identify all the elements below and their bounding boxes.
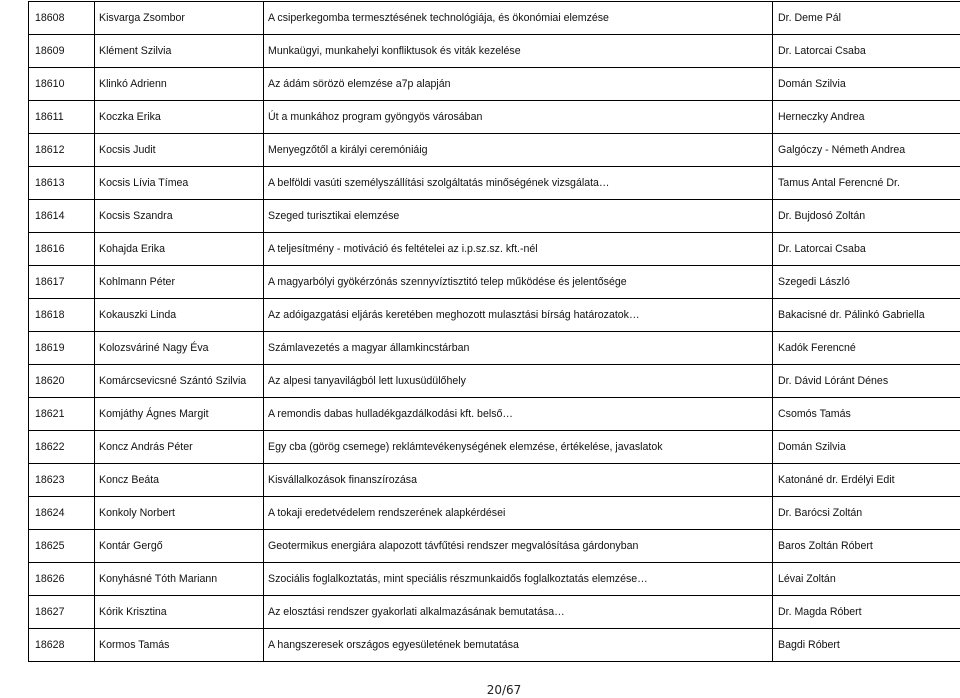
student-id-cell: 18628 (29, 629, 95, 662)
supervisor-cell: Bakacisné dr. Pálinkó Gabriella (773, 299, 960, 332)
thesis-title-cell: Az adóigazgatási eljárás keretében meghozott mulasztási bírság határozatok… (264, 299, 773, 332)
thesis-title-cell: A hangszeresek országos egyesületének bemutatása (264, 629, 773, 662)
student-id-cell: 18608 (29, 2, 95, 35)
supervisor-cell: Dr. Latorcai Csaba (773, 35, 960, 68)
thesis-title-cell: A belföldi vasúti személyszállítási szolgáltatás minőségének vizsgálata… (264, 167, 773, 200)
student-id-cell: 18622 (29, 431, 95, 464)
supervisor-cell: Dr. Barócsi Zoltán (773, 497, 960, 530)
table-row (29, 365, 960, 398)
student-id-cell: 18612 (29, 134, 95, 167)
student-name-cell: Konyhásné Tóth Mariann (95, 563, 264, 596)
student-name-cell: Kocsis Lívia Tímea (95, 167, 264, 200)
table-body (29, 2, 960, 662)
thesis-title-cell: Menyegzőtől a királyi ceremóniáig (264, 134, 773, 167)
table-row (29, 68, 960, 101)
student-name-cell: Klinkó Adrienn (95, 68, 264, 101)
supervisor-cell: Lévai Zoltán (773, 563, 960, 596)
student-id-cell: 18616 (29, 233, 95, 266)
student-name-cell: Kisvarga Zsombor (95, 2, 264, 35)
table-row (29, 431, 960, 464)
thesis-title-cell: A teljesítmény - motiváció és feltételei az i.p.sz.sz. kft.-nél (264, 233, 773, 266)
supervisor-cell: Bagdi Róbert (773, 629, 960, 662)
table-row (29, 134, 960, 167)
student-id-cell: 18627 (29, 596, 95, 629)
table-row (29, 629, 960, 662)
supervisor-cell: Dr. Latorcai Csaba (773, 233, 960, 266)
table-row (29, 200, 960, 233)
student-id-cell: 18610 (29, 68, 95, 101)
thesis-title-cell: Út a munkához program gyöngyös városában (264, 101, 773, 134)
page-number: 20/67 (486, 683, 522, 697)
student-id-cell: 18620 (29, 365, 95, 398)
supervisor-cell: Katonáné dr. Erdélyi Edit (773, 464, 960, 497)
student-id-cell: 18614 (29, 200, 95, 233)
student-id-cell: 18609 (29, 35, 95, 68)
supervisor-cell: Csomós Tamás (773, 398, 960, 431)
table-row (29, 35, 960, 68)
table-row (29, 398, 960, 431)
supervisor-cell: Dr. Dávid Lóránt Dénes (773, 365, 960, 398)
supervisor-cell: Galgóczy - Németh Andrea (773, 134, 960, 167)
supervisor-cell: Dr. Deme Pál (773, 2, 960, 35)
student-name-cell: Kormos Tamás (95, 629, 264, 662)
student-id-cell: 18611 (29, 101, 95, 134)
table-row (29, 497, 960, 530)
student-id-cell: 18618 (29, 299, 95, 332)
thesis-title-cell: A csiperkegomba termesztésének technológiája, és ökonómiai elemzése (264, 2, 773, 35)
student-id-cell: 18626 (29, 563, 95, 596)
supervisor-cell: Baros Zoltán Róbert (773, 530, 960, 563)
student-name-cell: Klément Szilvia (95, 35, 264, 68)
student-name-cell: Komárcsevicsné Szántó Szilvia (95, 365, 264, 398)
student-name-cell: Koncz András Péter (95, 431, 264, 464)
student-name-cell: Kórik Krisztina (95, 596, 264, 629)
table-row (29, 233, 960, 266)
student-id-cell: 18624 (29, 497, 95, 530)
student-id-cell: 18623 (29, 464, 95, 497)
student-id-cell: 18613 (29, 167, 95, 200)
table-row (29, 530, 960, 563)
student-name-cell: Kolozsváriné Nagy Éva (95, 332, 264, 365)
student-name-cell: Konkoly Norbert (95, 497, 264, 530)
table-row (29, 464, 960, 497)
student-name-cell: Koncz Beáta (95, 464, 264, 497)
thesis-title-cell: Számlavezetés a magyar államkincstárban (264, 332, 773, 365)
student-id-cell: 18625 (29, 530, 95, 563)
student-id-cell: 18617 (29, 266, 95, 299)
thesis-title-cell: A remondis dabas hulladékgazdálkodási kft. belső… (264, 398, 773, 431)
thesis-title-cell: Az elosztási rendszer gyakorlati alkalmazásának bemutatása… (264, 596, 773, 629)
thesis-title-cell: Munkaügyi, munkahelyi konfliktusok és viták kezelése (264, 35, 773, 68)
supervisor-cell: Dr. Magda Róbert (773, 596, 960, 629)
thesis-title-cell: A tokaji eredetvédelem rendszerének alapkérdései (264, 497, 773, 530)
student-name-cell: Kohajda Erika (95, 233, 264, 266)
table-row (29, 299, 960, 332)
table-row (29, 563, 960, 596)
thesis-list-table (28, 1, 960, 662)
thesis-title-cell: Kisvállalkozások finanszírozása (264, 464, 773, 497)
thesis-title-cell: Geotermikus energiára alapozott távfűtési rendszer megvalósítása gárdonyban (264, 530, 773, 563)
table-row (29, 266, 960, 299)
student-name-cell: Komjáthy Ágnes Margit (95, 398, 264, 431)
student-id-cell: 18619 (29, 332, 95, 365)
thesis-title-cell: Egy cba (görög csemege) reklámtevékenységének elemzése, értékelése, javaslatok (264, 431, 773, 464)
student-name-cell: Kokauszki Linda (95, 299, 264, 332)
supervisor-cell: Dr. Bujdosó Zoltán (773, 200, 960, 233)
table-row (29, 332, 960, 365)
student-id-cell: 18621 (29, 398, 95, 431)
student-name-cell: Koczka Erika (95, 101, 264, 134)
student-name-cell: Kocsis Szandra (95, 200, 264, 233)
thesis-title-cell: Szociális foglalkoztatás, mint speciális részmunkaidős foglalkoztatás elemzése… (264, 563, 773, 596)
supervisor-cell: Domán Szilvia (773, 431, 960, 464)
table-row (29, 167, 960, 200)
thesis-title-cell: Az alpesi tanyavilágból lett luxusüdülőhely (264, 365, 773, 398)
student-name-cell: Kohlmann Péter (95, 266, 264, 299)
student-name-cell: Kocsis Judit (95, 134, 264, 167)
thesis-title-cell: Szeged turisztikai elemzése (264, 200, 773, 233)
supervisor-cell: Domán Szilvia (773, 68, 960, 101)
supervisor-cell: Herneczky Andrea (773, 101, 960, 134)
thesis-title-cell: A magyarbólyi gyökérzónás szennyvíztisztitó telep működése és jelentősége (264, 266, 773, 299)
table-row (29, 596, 960, 629)
thesis-title-cell: Az ádám sörözö elemzése a7p alapján (264, 68, 773, 101)
supervisor-cell: Szegedi László (773, 266, 960, 299)
supervisor-cell: Tamus Antal Ferencné Dr. (773, 167, 960, 200)
supervisor-cell: Kadók Ferencné (773, 332, 960, 365)
student-name-cell: Kontár Gergő (95, 530, 264, 563)
table-row (29, 2, 960, 35)
table-row (29, 101, 960, 134)
